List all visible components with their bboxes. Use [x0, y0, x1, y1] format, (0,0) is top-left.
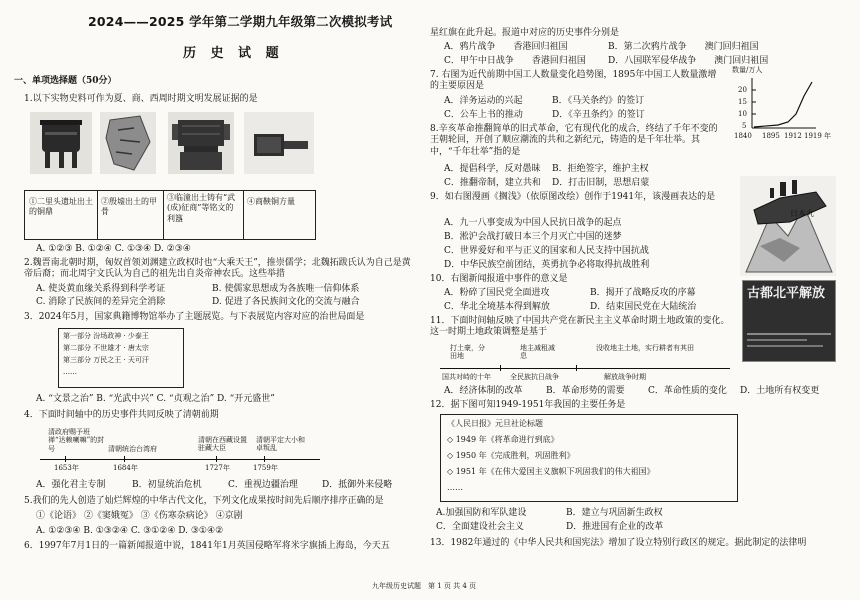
- q1-options: A. ①②③ B. ①②④ C. ①③④ D. ②③④: [36, 244, 191, 254]
- q3-line-1: 第一部分 汾场政神 · 少泰王: [63, 332, 149, 340]
- q4-option-a: A．强化君主专制: [36, 480, 106, 490]
- bronze-ding-image: [30, 112, 92, 174]
- q13-stem: 13．1982年通过的《中华人民共和国宪法》增加了设立特别行政区的规定。据此制定的法律明: [430, 538, 807, 548]
- q6-stem: 6．1997年7月1日的一篇新闻报道中说，1841年1月英国侵略军将米字旗插上海岛，今天五: [24, 541, 390, 551]
- q11-period-2: 全民族抗日战争: [510, 373, 559, 381]
- q6-option-d: D．八国联军侵华战争 澳门回归祖国: [608, 56, 769, 66]
- q3-line-4: ……: [63, 368, 77, 376]
- q3-stem: 3．2024年5月，国家典籍博物馆举办了主题展览。与下表展览内容对应的治世局面是: [24, 312, 365, 322]
- q4-event-1: 清政府赐予班禅“达赖喇嘛”的封号: [48, 428, 105, 453]
- q10-option-b: B．揭开了战略反攻的序幕: [590, 288, 696, 298]
- q2-option-d: D. 促进了各民族间文化的交流与融合: [212, 297, 360, 307]
- q4-option-b: B．初显统治危机: [132, 480, 202, 490]
- q4-year-1: 1653年: [54, 464, 79, 472]
- q3-line-3: 第三部分 万民之王 · 天可汗: [63, 356, 149, 364]
- q12-option-c: C．全面建设社会主义: [436, 522, 524, 532]
- section-label: 一、单项选择题（50分）: [14, 76, 117, 86]
- q3-options: A. “文景之治” B. “光武中兴” C. “贞观之治” D. “开元盛世”: [36, 394, 275, 404]
- q1-caption-3: ③临潼出土铸有“武(成)征商”等铭文的利簋: [167, 193, 236, 223]
- q12-editorial-box: [440, 414, 738, 502]
- y-tick-label: 10: [738, 110, 747, 118]
- q9-option-d: D．中华民族空前团结，英勇抗争必将取得抗战胜利: [444, 260, 650, 270]
- x-tick-label: 1912: [784, 132, 802, 140]
- q11-policy-1: 打土豪，分田地: [450, 344, 485, 361]
- q10-newspaper-image: [742, 280, 836, 362]
- q8-option-b: B．拒绝签字，维护主权: [552, 164, 649, 174]
- q2-option-c: C. 消除了民族间的差异完全消除: [36, 297, 166, 307]
- q6-continued: 星红旗在此升起。报道中对应的历史事件分别是: [430, 28, 620, 38]
- q7-option-a: A．洋务运动的兴起: [444, 96, 523, 106]
- q1-caption-4: ④商鞅铜方量: [247, 197, 295, 206]
- q1-caption-2: ②殷墟出土的甲骨: [101, 197, 157, 217]
- chart-plot: [748, 76, 818, 132]
- q4-event-4: 清朝平定大小和卓叛乱: [256, 436, 305, 453]
- q7-stem: 7. 右图为近代前期中国工人数量变化趋势图，1895年中国工人数量激增的主要原因是: [430, 70, 717, 92]
- q10-option-a: A．粉碎了国民党全面进攻: [444, 288, 550, 298]
- q2-option-b: B. 使儒家思想成为各族唯一信仰体系: [212, 284, 360, 294]
- q8-option-c: C．推翻帝制，建立共和: [444, 178, 541, 188]
- q7-option-d: D．《辛丑条约》的签订: [552, 110, 645, 120]
- q10-option-d: D．结束国民党在大陆统治: [590, 302, 697, 312]
- q4-stem: 4．下面时间轴中的历史事件共同反映了清朝前期: [24, 410, 219, 420]
- ligui-image: [168, 112, 234, 174]
- q3-line-2: 第二部分 不世雄才 · 唐太宗: [63, 344, 149, 352]
- q12-box-line-1: 《人民日报》元旦社论标题: [447, 419, 543, 428]
- q11-axis-line: [440, 368, 730, 369]
- q7-option-c: C．公车上书的推动: [444, 110, 523, 120]
- q6-option-a: A．鸦片战争 香港回归祖国: [444, 42, 568, 52]
- q12-box-line-4: ◇ 1951 年《在伟大爱国主义旗帜下巩固我们的伟大祖国》: [447, 467, 655, 476]
- q12-box-line-3: ◇ 1950 年《完成胜利，巩固胜利》: [447, 451, 575, 460]
- q2-stem: 2.魏晋南北朝时期，匈奴首领刘渊建立政权时也“大乘天王”，推崇儒学；北魏拓跋氏认为自己是黄帝后裔；而北周宇文氏认为自己的祖先出自炎帝神农氏。这些举措: [24, 258, 411, 280]
- exam-title: 2024——2025 学年第二学期九年级第二次模拟考试: [88, 14, 393, 29]
- page-footer: 九年级历史试题 第 1 页 共 4 页: [372, 582, 477, 590]
- q11-option-c: C．革命性质的变化: [648, 386, 727, 396]
- q11-policy-2: 地主减租减息: [520, 344, 555, 361]
- q8-option-a: A．提倡科学，反对愚昧: [444, 164, 541, 174]
- q2-option-a: A. 使炎黄血缘关系得到科学考证: [36, 284, 166, 294]
- y-tick-label: 20: [738, 86, 747, 94]
- news-headline: 古都北平解放: [747, 286, 826, 301]
- q4-year-2: 1684年: [113, 464, 138, 472]
- q4-option-c: C．重视边疆治理: [228, 480, 298, 490]
- q11-period-3: 解放战争时期: [604, 373, 646, 381]
- q11-option-d: D．土地所有权变更: [740, 386, 820, 396]
- q4-option-d: D．抵御外来侵略: [322, 480, 393, 490]
- q1-caption-table: [24, 190, 316, 240]
- q6-option-b: B．第二次鸦片战争 澳门回归祖国: [608, 42, 759, 52]
- y-tick-label: 5: [742, 122, 747, 130]
- q10-stem: 10．右图新闻报道中事件的意义是: [430, 274, 568, 284]
- chart-unit: 数量/万人: [732, 66, 763, 74]
- q4-year-4: 1759年: [253, 464, 278, 472]
- q9-cartoon: [740, 176, 836, 276]
- q7-option-b: B．《马关条约》的签订: [552, 96, 645, 106]
- q9-option-b: B．淞沪会战打破日本三个月灭亡中国的迷梦: [444, 232, 622, 242]
- q12-option-b: B．建立与巩固新生政权: [566, 508, 663, 518]
- q6-option-c: C．甲午中日战争 香港回归祖国: [444, 56, 586, 66]
- cartoon-label: 日本丸: [790, 209, 814, 218]
- x-tick-label: 1840: [734, 132, 752, 140]
- oracle-bone-image: [100, 112, 156, 174]
- q4-event-2: 清朝统治台湾府: [108, 445, 157, 453]
- q12-stem: 12．据下图可知1949-1951年我国的主要任务是: [430, 400, 626, 410]
- x-tick-label: 1919: [804, 132, 822, 140]
- y-tick-label: 15: [738, 98, 747, 106]
- q11-option-b: B．革命形势的需要: [546, 386, 625, 396]
- q3-exhibit-box: [58, 328, 184, 388]
- q9-stem: 9．如右图漫画《搁浅》（依原图改绘）创作于1941年，该漫画表达的是: [430, 192, 716, 202]
- q10-option-c: C．华北全境基本得到解放: [444, 302, 550, 312]
- q9-option-c: C．世界爱好和平与正义的国家和人民支持中国抗战: [444, 246, 649, 256]
- bronze-measure-image: [244, 112, 314, 174]
- q12-option-d: D．推进国有企业的改革: [566, 522, 664, 532]
- q12-box-line-5: ……: [447, 483, 463, 492]
- q11-option-a: A．经济体制的改革: [444, 386, 523, 396]
- q5-options: A. ①②③④ B. ①③②④ C. ③①②④ D. ③①④②: [36, 526, 224, 536]
- q8-option-d: D．打击旧制，思想启蒙: [552, 178, 650, 188]
- q1-stem: 1.以下实物史料可作为夏、商、西周时期文明发展证据的是: [24, 94, 258, 104]
- q9-option-a: A．九一八事变成为中国人民抗日战争的起点: [444, 218, 622, 228]
- q12-option-a: A.加强国防和军队建设: [436, 508, 527, 518]
- q8-stem: 8.辛亥革命推翻简单的旧式革命，它有现代化的成合，终结了千年不变的王朝轮回，开创了顺应潮流的共和之新纪元，铸造的是千年壮举。其中，“千年壮举”指的是: [430, 124, 718, 157]
- q11-period-1: 国共对峙的十年: [442, 373, 491, 381]
- q4-year-3: 1727年: [205, 464, 230, 472]
- q4-axis-line: [40, 459, 320, 460]
- subject-title: 历 史 试 题: [183, 46, 284, 61]
- x-tick-label: 年: [824, 132, 831, 140]
- q4-event-3: 清朝在西藏设置驻藏大臣: [198, 436, 247, 453]
- q12-box-line-2: ◇ 1949 年《将革命进行到底》: [447, 435, 559, 444]
- q11-policy-3: 没收地主土地，实行耕者有其田: [596, 344, 694, 352]
- q11-stem: 11．下面时间轴反映了中国共产党在新民主主义革命时期土地政策的变化。这一时期土地政策调整是基于: [430, 316, 730, 338]
- x-tick-label: 1895: [762, 132, 780, 140]
- q5-stem: 5.我们的先人创造了灿烂辉煌的中华古代文化，下列文化成果按时间先后顺序排序正确的是: [24, 496, 384, 506]
- q5-items: ①《论语》 ②《窦娥冤》 ③《伤寒杂病论》 ④京剧: [36, 511, 243, 521]
- q1-caption-1: ①二里头遗址出土的铜鼎: [29, 197, 93, 217]
